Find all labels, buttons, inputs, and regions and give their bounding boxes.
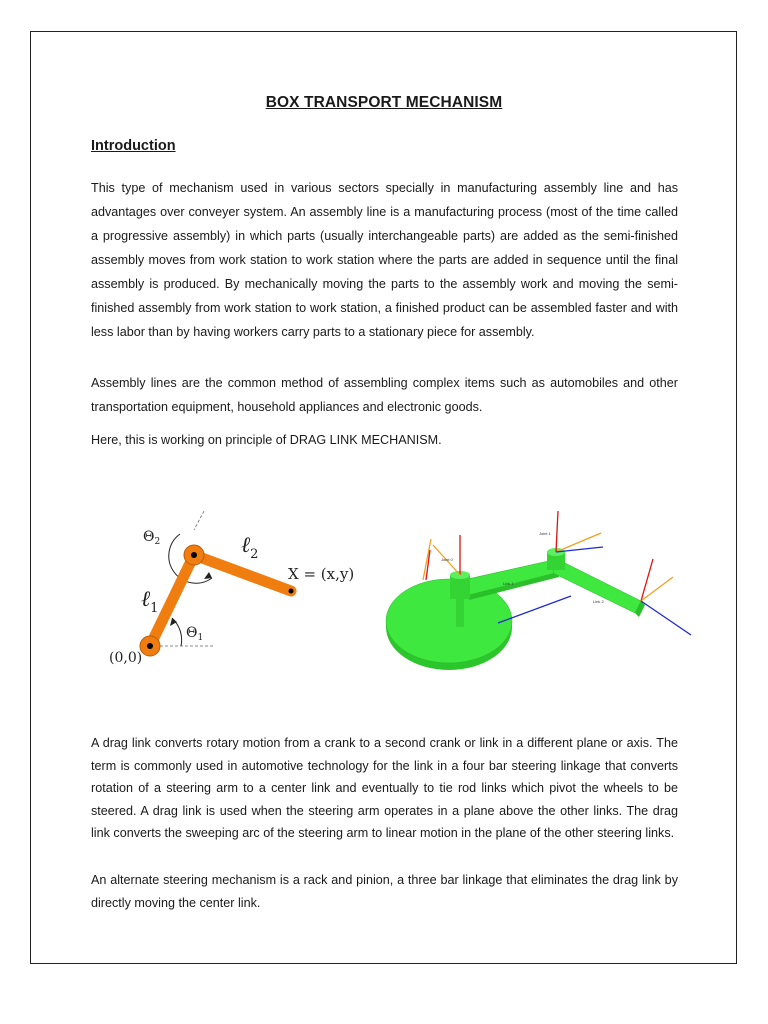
paragraph-drag-link: A drag link converts rotary motion from a crank to a second crank or link in a different plane or axis. The term is commonly used in automotive technology for the link in a four bar steering linkage that converts rotation of a steering arm to a center link and eventually to tie rod links which pivot the wheels to be steered. A drag link is used when the steering arm operates in a plane above the other links. The drag link converts the sweeping arc of the steering arm to linear motion in the plane of the other steering links. <box>91 736 678 840</box>
figure-planar-linkage <box>100 500 375 675</box>
label-joint-0: Joint 0 <box>441 557 453 562</box>
theta2-arrowhead <box>204 572 212 579</box>
page-title: BOX TRANSPORT MECHANISM <box>265 94 503 111</box>
figure-3d-robot-arm <box>383 505 693 675</box>
label-l2: ℓ$_2$ <box>241 533 259 562</box>
axis-y-end <box>641 601 691 635</box>
label-endpoint: X = (x,y) <box>288 565 355 583</box>
end-effector-point <box>289 589 294 594</box>
label-l1: ℓ$_1$ <box>141 587 159 616</box>
base-joint-pin <box>147 643 153 649</box>
axis-x-end <box>641 577 673 601</box>
link2-extension-line <box>194 511 204 530</box>
label-theta1: $\Theta_1$ <box>186 625 204 643</box>
link-2-body <box>553 559 641 613</box>
paragraph-rack-and-pinion: An alternate steering mechanism is a rack and pinion, a three bar linkage that eliminates the drag link by directly moving the center link. <box>91 873 678 910</box>
axis-z-joint1 <box>556 511 558 552</box>
label-joint-1: Joint 1 <box>539 531 551 536</box>
paragraph-intro: This type of mechanism used in various sectors specially in manufacturing assembly line and has advantages over conveyer system. An assembly line is a manufacturing process (most of the time called a progressive assembly) in which parts (usually interchangeable parts) are added as the semi-finished assembly moves from work station to work station where the parts are added in sequence until the final assembly is produced. By mechanically moving the parts to the assembly work and moving the semi-finished assembly from work station to work station, a finished product can be assembled faster and with less labor than by having workers carry parts to a stationary piece for assembly. <box>91 181 678 339</box>
label-link-1: Link 1 <box>503 581 514 586</box>
label-link-2: Link 2 <box>593 599 604 604</box>
section-heading-introduction: Introduction <box>91 138 176 154</box>
elbow-joint-pin <box>191 552 197 558</box>
theta1-arrowhead <box>170 618 177 626</box>
paragraph-assembly-lines: Assembly lines are the common method of assembling complex items such as automobiles and other transportation equipment, household appliances and electronic goods. <box>91 376 678 414</box>
paragraph-principle: Here, this is working on principle of DRAG LINK MECHANISM. <box>91 433 442 447</box>
axis-z-end <box>641 559 653 601</box>
label-theta2: $\Theta_2$ <box>143 529 161 547</box>
label-origin: (0,0) <box>109 650 143 666</box>
